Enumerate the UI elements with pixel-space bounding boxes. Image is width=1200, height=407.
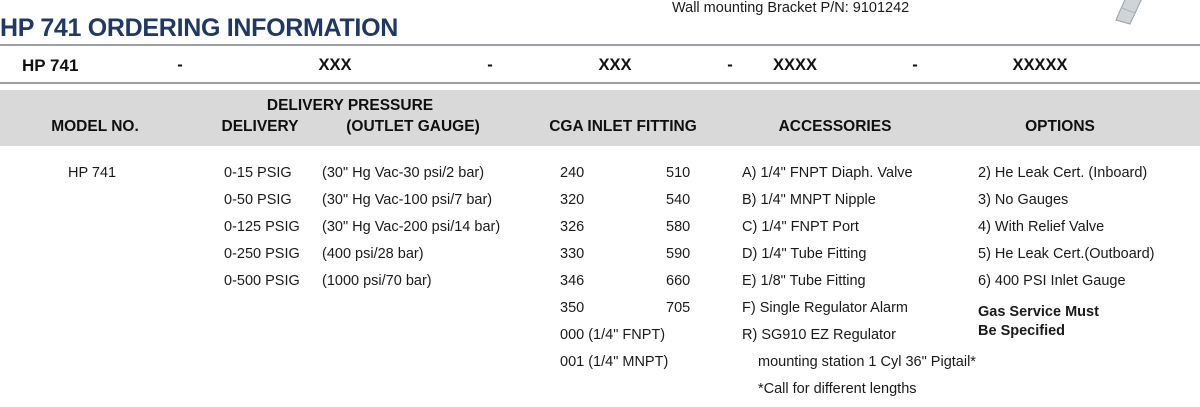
list-item: A) 1/4" FNPT Diaph. Valve <box>742 165 913 181</box>
list-item: 510 <box>666 165 691 181</box>
list-item: 2) He Leak Cert. (Inboard) <box>978 165 1148 181</box>
column-header-accessories: ACCESSORIES <box>778 118 892 135</box>
column-header-delivery-pressure: DELIVERY PRESSURE <box>266 97 434 114</box>
code-segment-3: XXXX <box>772 56 818 74</box>
list-item: 705 <box>666 300 691 316</box>
column-cga-inlet-fitting-left <box>560 160 668 376</box>
list-item: (1000 psi/70 bar) <box>322 273 432 289</box>
column-header-cga-inlet-fitting: CGA INLET FITTING <box>549 118 697 135</box>
column-outlet-gauge <box>322 160 500 295</box>
list-item: 330 <box>560 246 585 262</box>
part-number-code-row <box>0 46 1200 84</box>
list-item: 6) 400 PSI Inlet Gauge <box>978 273 1126 289</box>
list-item: (30" Hg Vac-200 psi/14 bar) <box>322 219 501 235</box>
list-item: 0-125 PSIG <box>224 219 300 235</box>
code-segment-1: XXX <box>318 56 352 74</box>
list-item: mounting station 1 Cyl 36" Pigtail* <box>758 354 976 370</box>
list-item: 240 <box>560 165 585 181</box>
list-item: 346 <box>560 273 585 289</box>
list-item: 0-250 PSIG <box>224 246 300 262</box>
list-item: 001 (1/4" MNPT) <box>560 354 669 370</box>
list-item: (30" Hg Vac-100 psi/7 bar) <box>322 192 493 208</box>
code-segment-4: XXXXX <box>1012 56 1068 74</box>
list-item: 5) He Leak Cert.(Outboard) <box>978 246 1155 262</box>
list-item: (30" Hg Vac-30 psi/2 bar) <box>322 165 485 181</box>
list-item: 0-15 PSIG <box>224 165 292 181</box>
column-model-no <box>68 160 116 187</box>
list-item: 000 (1/4" FNPT) <box>560 327 666 343</box>
code-dash-3: - <box>727 56 733 74</box>
list-item: 0-500 PSIG <box>224 273 300 289</box>
list-item: B) 1/4" MNPT Nipple <box>742 192 876 208</box>
code-model: HP 741 <box>22 56 79 75</box>
list-item: HP 741 <box>68 165 117 181</box>
list-item: 326 <box>560 219 585 235</box>
column-cga-inlet-fitting-right <box>666 160 690 322</box>
column-header-outlet-gauge: (OUTLET GAUGE) <box>346 118 480 135</box>
code-dash-4: - <box>912 56 918 74</box>
list-item: 320 <box>560 192 585 208</box>
column-header-model-no: MODEL NO. <box>51 118 139 135</box>
code-dash-2: - <box>487 56 493 74</box>
column-header-options: OPTIONS <box>1025 118 1095 135</box>
list-item: 350 <box>560 300 585 316</box>
code-dash-1: - <box>177 56 183 74</box>
list-item: 580 <box>666 219 691 235</box>
list-item: C) 1/4" FNPT Port <box>742 219 859 235</box>
column-accessories <box>742 160 976 403</box>
column-delivery <box>224 160 300 295</box>
list-item: 0-50 PSIG <box>224 192 292 208</box>
options-note-line-1: Gas Service Must <box>978 304 1099 320</box>
list-item: 3) No Gauges <box>978 192 1069 208</box>
list-item: 660 <box>666 273 691 289</box>
code-segment-2: XXX <box>598 56 632 74</box>
column-options <box>978 160 1155 341</box>
column-header-delivery: DELIVERY <box>221 118 299 135</box>
list-item: D) 1/4" Tube Fitting <box>742 246 867 262</box>
page-title: HP 741 ORDERING INFORMATION <box>0 14 398 42</box>
bracket-photo-icon <box>1108 0 1152 26</box>
list-item-footnote: *Call for different lengths <box>758 381 917 397</box>
wall-mounting-bracket-note: Wall mounting Bracket P/N: 9101242 <box>672 0 910 16</box>
list-item: R) SG910 EZ Regulator <box>742 327 896 343</box>
options-note-line-2: Be Specified <box>978 323 1066 339</box>
list-item: F) Single Regulator Alarm <box>742 300 909 316</box>
list-item: 540 <box>666 192 691 208</box>
list-item: 590 <box>666 246 691 262</box>
list-item: 4) With Relief Valve <box>978 219 1105 235</box>
list-item: E) 1/8" Tube Fitting <box>742 273 866 289</box>
list-item: (400 psi/28 bar) <box>322 246 424 262</box>
